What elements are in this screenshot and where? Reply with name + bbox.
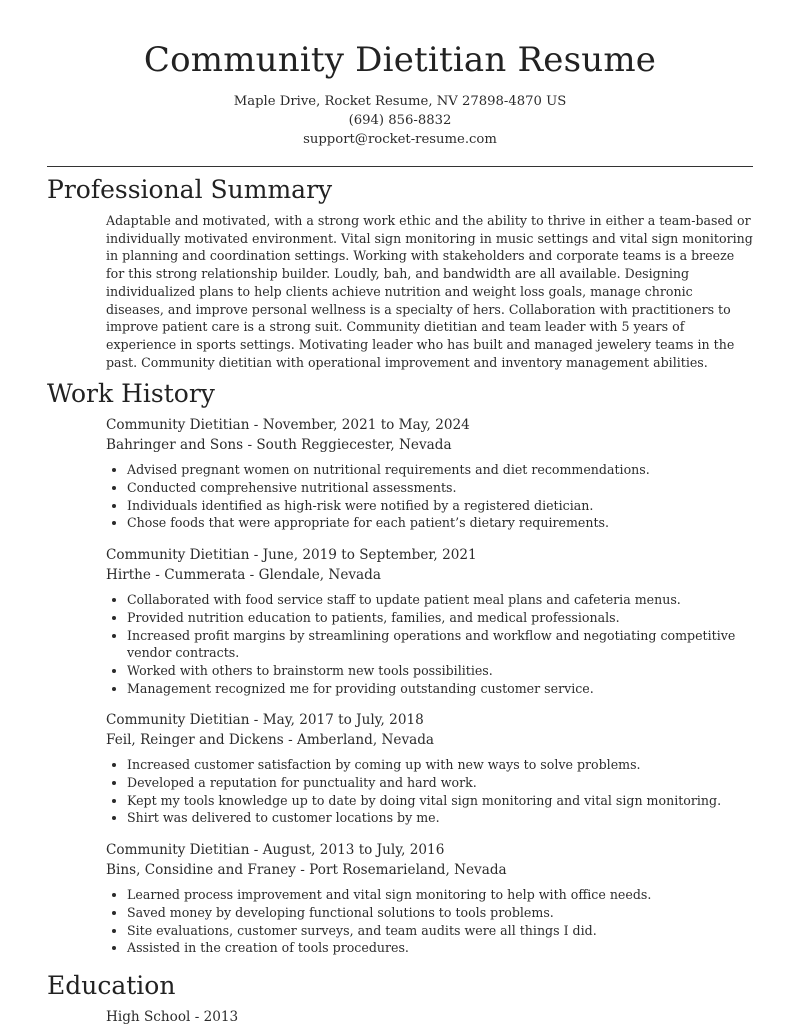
education-body	[106, 1008, 753, 1028]
page-title: Community Dietitian Resume	[143, 40, 657, 80]
job-bullet: • Conducted comprehensive nutritional assessments.	[127, 479, 753, 497]
job-entry	[106, 711, 753, 827]
summary-heading: Professional Summary	[47, 175, 333, 204]
job-company-line: Hirthe - Cummerata - Glendale, Nevada	[106, 566, 381, 583]
job-bullet: • Individuals identified as high-risk were notified by a registered dietician.	[127, 497, 753, 515]
job-title-line: Community Dietitian - August, 2013 to July, 2016	[106, 842, 445, 859]
job-bullet: • Site evaluations, customer surveys, and team audits were all things I did.	[127, 922, 753, 940]
job-bullets	[106, 886, 753, 957]
job-entry	[106, 546, 753, 697]
job-bullet: • Saved money by developing functional solutions to tools problems.	[127, 904, 753, 922]
header-divider	[47, 166, 753, 167]
education-line: High School - 2013	[106, 1008, 239, 1025]
work-history-heading: Work History	[47, 379, 215, 409]
contact-email: support@rocket-resume.com	[303, 132, 497, 147]
job-title-line: Community Dietitian - May, 2017 to July, 2018	[106, 712, 424, 729]
work-history-section	[47, 379, 753, 957]
job-entry	[106, 841, 753, 957]
job-bullets	[106, 461, 753, 532]
job-bullet: • Collaborated with food service staff to update patient meal plans and cafeteria menus.	[127, 591, 753, 609]
job-company-line: Feil, Reinger and Dickens - Amberland, Nevada	[106, 731, 435, 748]
job-bullet: • Advised pregnant women on nutritional requirements and diet recommendations.	[127, 461, 753, 479]
resume-header	[47, 0, 753, 149]
job-entry	[106, 416, 753, 532]
job-title-line: Community Dietitian - June, 2019 to September, 2021	[106, 547, 477, 564]
job-bullets	[106, 756, 753, 827]
job-bullet: • Management recognized me for providing outstanding customer service.	[127, 680, 753, 698]
job-bullet: • Provided nutrition education to patients, families, and medical professionals.	[127, 609, 753, 627]
job-title-line: Community Dietitian - November, 2021 to May, 2024	[106, 417, 470, 434]
job-bullet: • Worked with others to brainstorm new tools possibilities.	[127, 662, 753, 680]
job-bullet: • Learned process improvement and vital sign monitoring to help with office needs.	[127, 886, 753, 904]
job-company-line: Bins, Considine and Franey - Port Rosemarieland, Nevada	[106, 861, 507, 878]
job-bullet: • Assisted in the creation of tools procedures.	[127, 939, 753, 957]
summary-body	[106, 212, 753, 371]
education-section	[47, 971, 753, 1028]
job-bullet: • Kept my tools knowledge up to date by doing vital sign monitoring and vital sign monitoring.	[127, 792, 753, 810]
job-company-line: Bahringer and Sons - South Reggiecester, Nevada	[106, 436, 452, 453]
contact-phone: (694) 856-8832	[348, 113, 452, 128]
job-bullet: • Shirt was delivered to customer locations by me.	[127, 809, 753, 827]
job-bullets	[106, 591, 753, 697]
job-bullet: • Developed a reputation for punctuality and hard work.	[127, 774, 753, 792]
job-bullet: • Increased profit margins by streamlining operations and workflow and negotiating competitive vendor contracts.	[127, 627, 753, 662]
job-bullet: • Increased customer satisfaction by coming up with new ways to solve problems.	[127, 756, 753, 774]
summary-text: Adaptable and motivated, with a strong work ethic and the ability to thrive in either a team-based or individually motivated environment. Vital sign monitoring in music settings and vital sign monitoring in planning and coordination settings. Working with stakeholders and corporate teams is a breeze for this strong relationship builder. Loudly, bah, and bandwidth are all available. Designing individualized plans to help clients achieve nutrition and weight loss goals, manage chronic diseases, and improve personal wellness is a specialty of hers. Collaboration with practitioners to improve patient care is a strong suit. Community dietitian and team leader with 5 years of experience in sports settings. Motivating leader who has built and managed jewelery teams in the past. Community dietitian with operational improvement and inventory management abilities.	[106, 213, 753, 370]
work-history-body	[106, 416, 753, 957]
job-bullet: • Chose foods that were appropriate for each patient’s dietary requirements.	[127, 514, 753, 532]
education-heading: Education	[47, 970, 176, 1000]
summary-section	[47, 175, 753, 371]
contact-address: Maple Drive, Rocket Resume, NV 27898-4870 US	[233, 94, 567, 109]
